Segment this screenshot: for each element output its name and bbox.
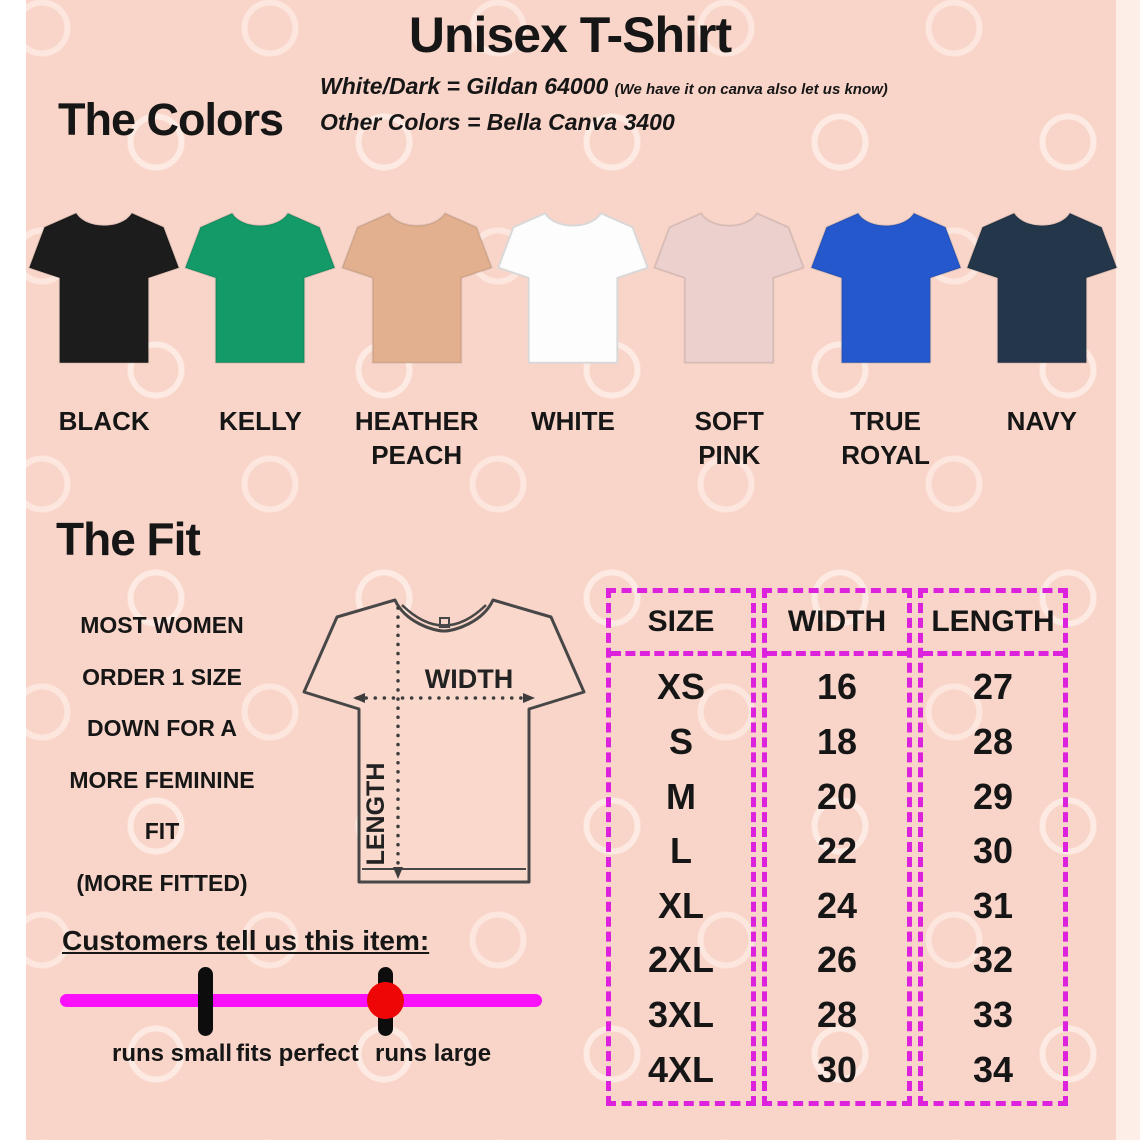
shirt-true-royal — [807, 176, 963, 400]
size-table-column-width — [762, 588, 912, 1106]
shirt-black — [26, 176, 182, 400]
feedback-label-runs-large: runs large — [375, 1040, 492, 1067]
size-cell: 16 — [816, 666, 858, 708]
fit-note-line: FIT — [144, 818, 180, 844]
right-white-strip — [1116, 0, 1140, 1140]
fit-note-line: MORE FEMININE — [69, 766, 255, 793]
shirt-label-white: WHITE — [531, 406, 615, 436]
size-cell: M — [666, 775, 696, 817]
size-cell: S — [668, 720, 693, 762]
size-cell: 22 — [816, 830, 858, 872]
fit-note-line: (MORE FITTED) — [76, 869, 248, 896]
size-cell: L — [670, 830, 692, 872]
size-cell: 34 — [972, 1048, 1014, 1090]
shirt-label-heather-peach: HEATHER PEACH — [354, 406, 479, 470]
feedback-heading: Customers tell us this item: — [62, 925, 430, 956]
subtitle — [320, 70, 888, 138]
feedback-label-fits-perfect: fits perfect — [236, 1040, 359, 1067]
size-cell: 24 — [816, 884, 858, 926]
size-cell: 26 — [816, 939, 858, 981]
feedback-slider-line — [60, 994, 542, 1007]
feedback-marker-dot — [367, 982, 404, 1019]
fit-note-line: DOWN FOR A — [87, 715, 237, 741]
shirt-label-navy: NAVY — [1006, 406, 1077, 436]
fit-heading: The Fit — [56, 513, 200, 565]
diagram-length-label: LENGTH — [362, 762, 390, 866]
diagram-shirt-outline — [304, 600, 584, 882]
size-table-column-length — [918, 588, 1068, 1106]
size-cell: XL — [657, 884, 704, 926]
size-cell: 31 — [972, 884, 1014, 926]
shirt-soft-pink — [651, 176, 807, 400]
fit-note — [48, 600, 276, 909]
size-cell: 33 — [972, 994, 1014, 1036]
colors-heading: The Colors — [58, 94, 284, 145]
size-cell: 3XL — [647, 994, 715, 1036]
left-white-strip — [0, 0, 26, 1140]
feedback-tick-runs-small — [198, 967, 213, 1036]
fit-note-line: ORDER 1 SIZE — [82, 663, 242, 690]
shirt-heather-peach — [339, 176, 495, 400]
page-title: Unisex T-Shirt — [408, 7, 732, 63]
size-cell: 32 — [972, 939, 1014, 981]
size-table-column-size — [606, 588, 756, 1106]
size-table-header-width: WIDTH — [767, 593, 907, 656]
size-cell: XS — [656, 666, 706, 708]
shirt-kelly — [182, 176, 338, 400]
fit-note-line: MOST WOMEN — [80, 612, 244, 638]
size-table-header-length: LENGTH — [923, 593, 1063, 656]
subtitle-line-2: Other Colors = Bella Canva 3400 — [320, 109, 675, 135]
subtitle-note: (We have it on canva also let us know) — [614, 81, 888, 98]
shirt-label-kelly: KELLY — [219, 406, 302, 436]
size-cell: 18 — [816, 720, 858, 762]
size-cell: 27 — [972, 666, 1014, 708]
size-cell: 2XL — [647, 939, 715, 981]
shirt-label-soft-pink: SOFT PINK — [694, 406, 764, 470]
shirt-label-true-royal: TRUE ROYAL — [841, 406, 930, 470]
subtitle-line-1: White/Dark = Gildan 64000 (We have it on canva also let us know) — [320, 73, 888, 99]
shirt-label-row — [26, 404, 1120, 472]
size-table — [606, 588, 1068, 1106]
shirt-navy — [964, 176, 1120, 400]
size-cell: 28 — [972, 720, 1014, 762]
feedback-label-runs-small: runs small — [112, 1040, 233, 1067]
shirt-label-black: BLACK — [58, 406, 150, 436]
size-table-header-size: SIZE — [611, 593, 751, 656]
size-cell: 30 — [816, 1048, 858, 1090]
size-cell: 30 — [972, 830, 1014, 872]
diagram-width-label: WIDTH — [424, 664, 514, 694]
shirt-measurement-diagram — [283, 586, 605, 898]
size-cell: 28 — [816, 994, 858, 1036]
size-cell: 29 — [972, 775, 1014, 817]
size-cell: 20 — [816, 775, 858, 817]
size-cell: 4XL — [647, 1048, 715, 1090]
shirt-white — [495, 176, 651, 400]
shirt-row — [26, 176, 1120, 400]
